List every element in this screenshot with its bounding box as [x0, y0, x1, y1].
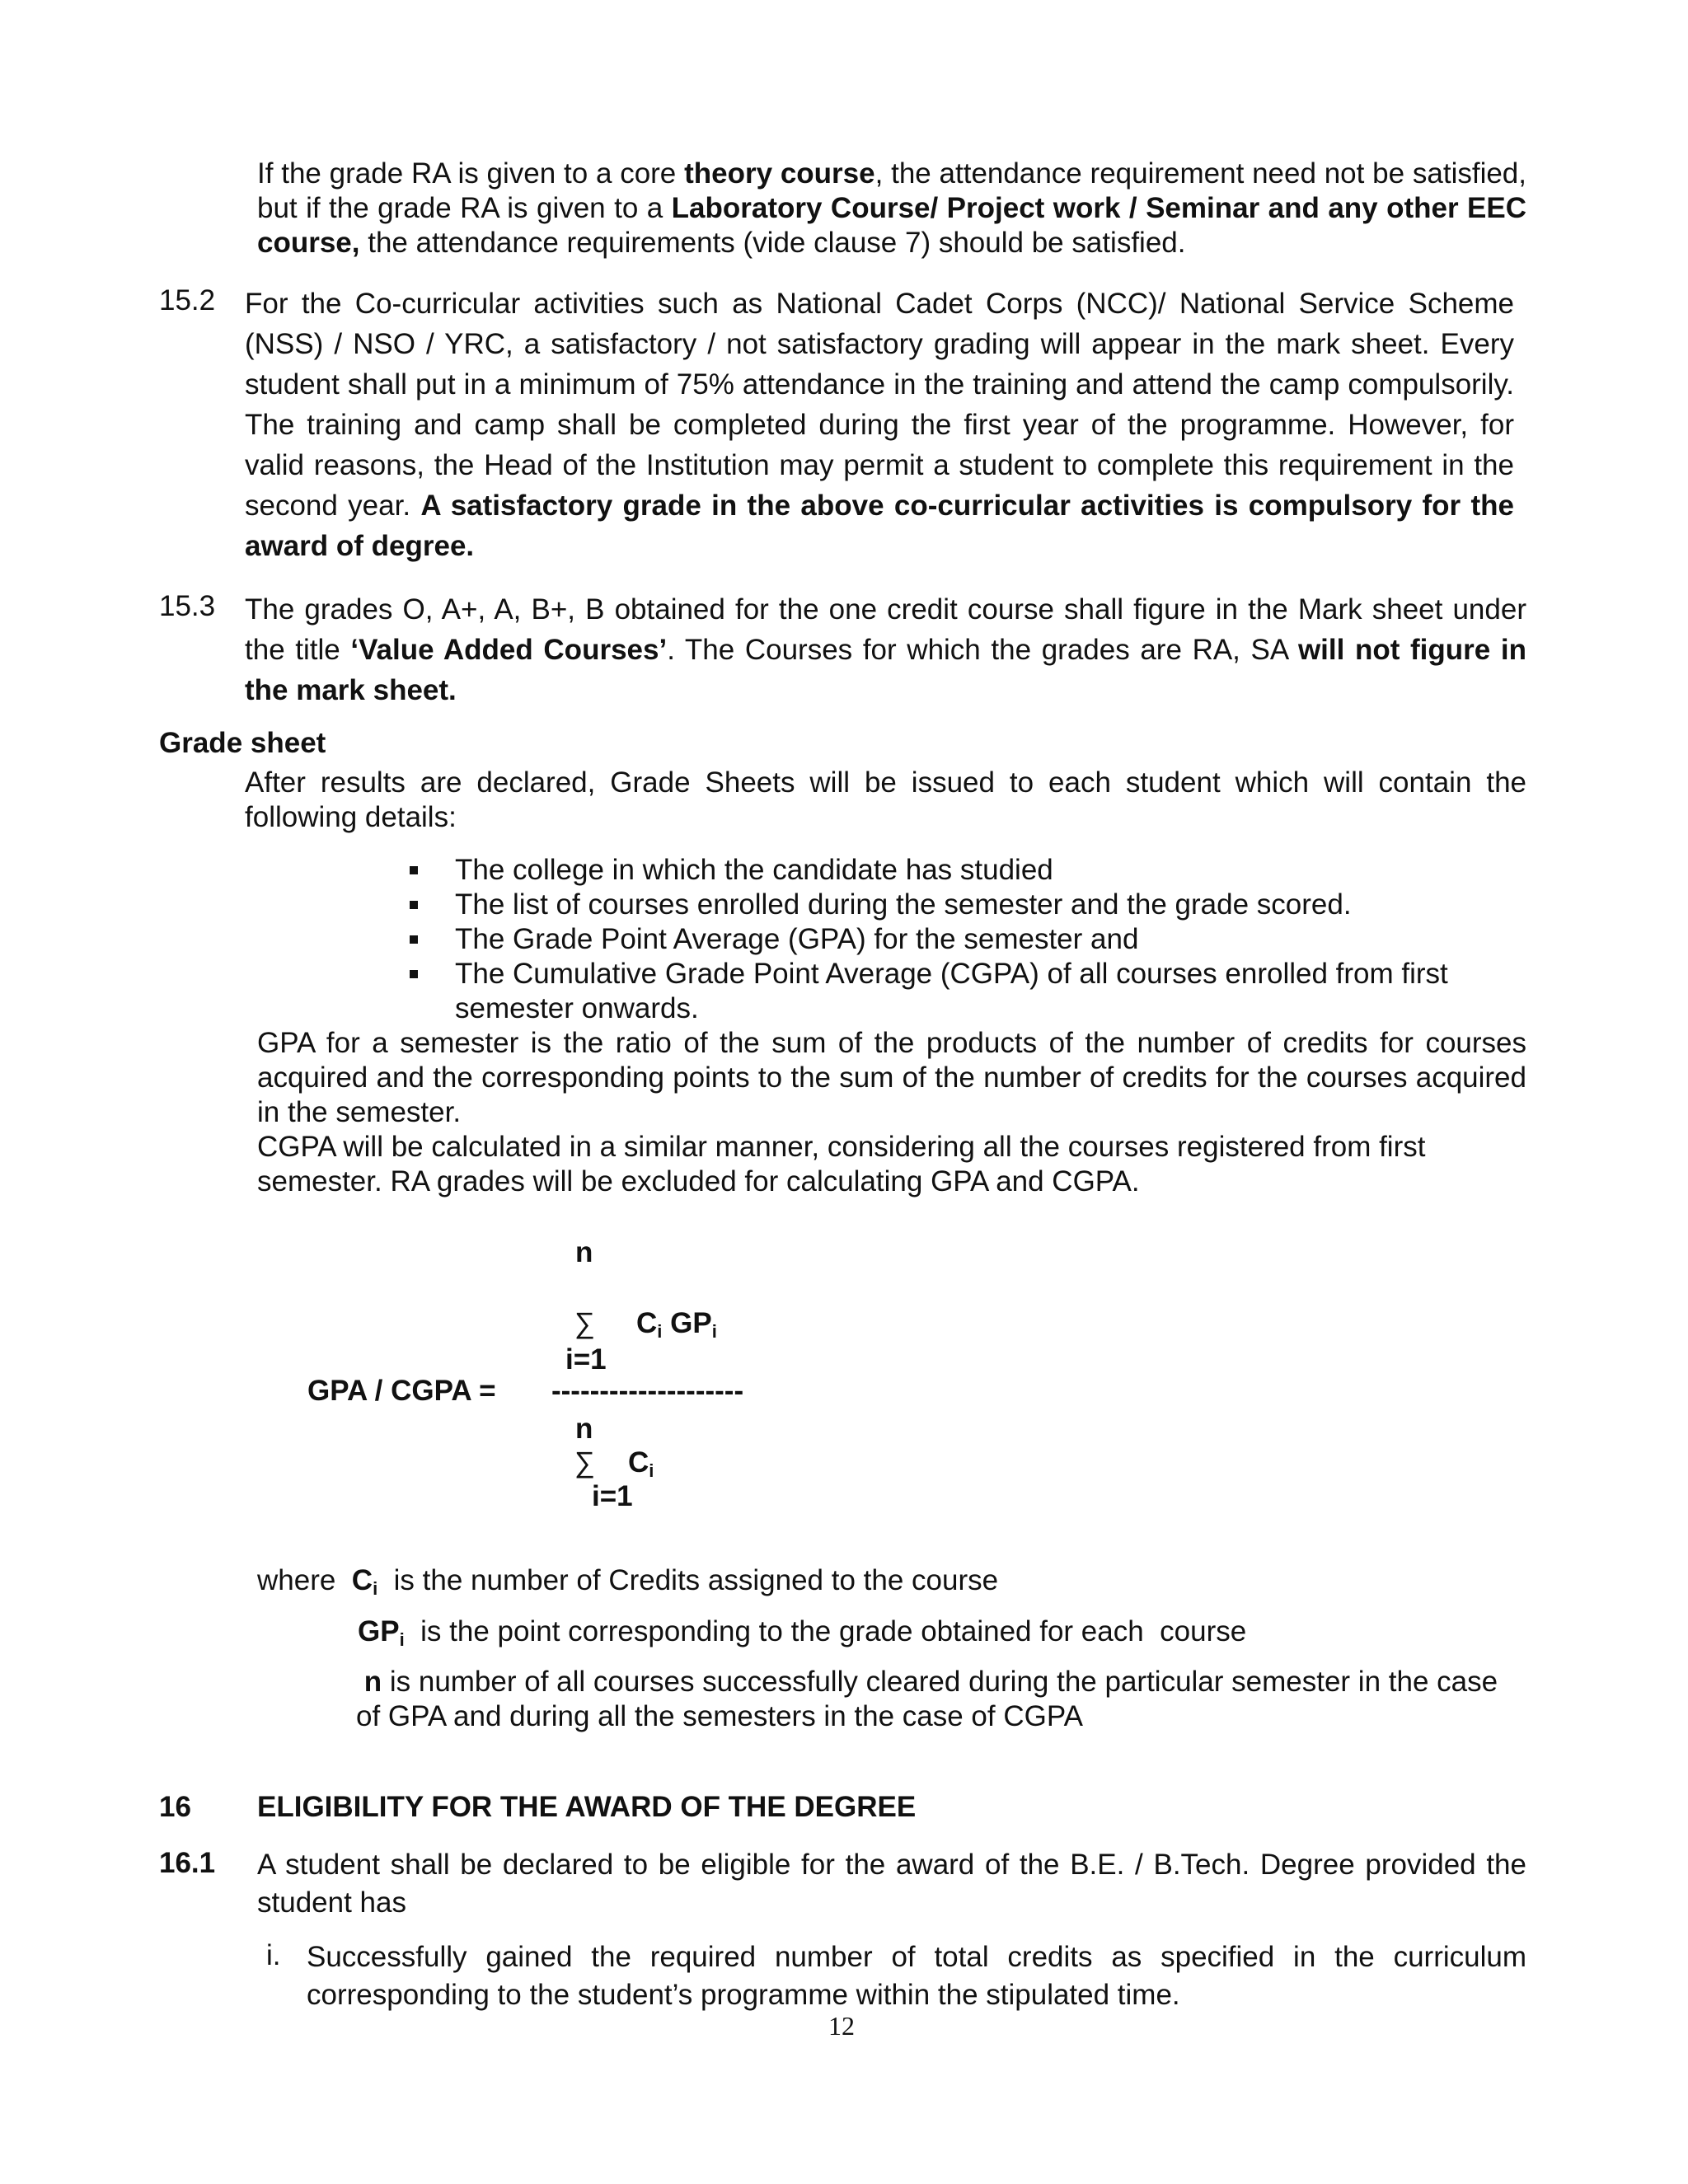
- where-n-definition: [356, 1665, 1510, 1734]
- eligibility-item-i: Successfully gained the required number of total credits as specified in the curriculum corresponding to the student’s programme within the stipulated time.: [307, 1941, 1526, 2011]
- credit-symbol: C: [628, 1446, 649, 1479]
- where-label: where: [257, 1564, 352, 1596]
- grade-point-symbol: GP: [662, 1307, 712, 1339]
- cgpa-definition: CGPA will be calculated in a similar manner, considering all the courses registered from first semester. RA grades will be excluded for calculating GPA and CGPA.: [257, 1131, 1426, 1197]
- definition-text: is number of all courses successfully cleared during the particular semester in the case of GPA and during all the semesters in the case of CGPA: [356, 1666, 1498, 1732]
- fraction-divider: --------------------: [551, 1375, 744, 1407]
- subscript: i: [399, 1629, 405, 1650]
- formula-label: GPA / CGPA =: [307, 1375, 496, 1407]
- emphasis-text: will not figure in the mark sheet.: [245, 634, 1526, 706]
- emphasis-text: A satisfactory grade in the above co-curricular activities is compulsory for the award of degree.: [245, 490, 1514, 562]
- paragraph-text: . The Courses for which the grades are RA, SA: [667, 634, 1298, 666]
- definition-text: is the number of Credits assigned to the course: [377, 1564, 999, 1596]
- list-item: The Cumulative Grade Point Average (CGPA) of all courses enrolled from first semester onwards.: [410, 957, 1514, 1026]
- paragraph-text: the attendance requirements (vide clause 7) should be satisfied.: [359, 227, 1186, 259]
- sigma-symbol: ∑: [574, 1446, 595, 1479]
- subscript: i: [657, 1321, 663, 1342]
- subscript: i: [649, 1460, 654, 1481]
- list-item: The list of courses enrolled during the semester and the grade scored.: [410, 888, 1514, 922]
- grade-sheet-intro: After results are declared, Grade Sheets will be issued to each student which will contain the following details:: [245, 766, 1526, 833]
- clause-number-15-2: 15.2: [159, 284, 216, 316]
- paragraph-text: If the grade RA is given to a core: [257, 157, 685, 190]
- grade-sheet-heading: Grade sheet: [159, 727, 326, 759]
- emphasis-text: theory course: [684, 157, 875, 190]
- sigma-symbol: ∑: [574, 1307, 595, 1339]
- gpa-definition: GPA for a semester is the ratio of the sum of the products of the number of credits for courses acquired and the corresponding points to the sum of the number of credits for the courses acquired in the semester.: [257, 1027, 1526, 1128]
- paragraph-text: For the Co-curricular activities such as National Cadet Corps (NCC)/ National Service Scheme (NSS) / NSO / YRC, a satisfactory / not satisfactory grading will appear in the mark sheet. Every student shall put in a minimum of 75% attendance in the training and attend the camp compulsorily. The training and camp shall be completed during the first year of the programme. However, for valid reasons, the Head of the Institution may permit a student to complete this requirement in the second year.: [245, 288, 1514, 522]
- definition-text: is the point corresponding to the grade obtained for each course: [404, 1615, 1247, 1647]
- count-symbol: n: [363, 1666, 382, 1698]
- paragraph-text: The grades O, A+, A, B+, B obtained for the one credit course shall figure in the Mark sheet under the title: [245, 593, 1526, 666]
- subscript: i: [373, 1578, 378, 1599]
- clause-15-3-text: [245, 589, 1526, 710]
- list-item: The Grade Point Average (GPA) for the semester and: [410, 922, 1514, 957]
- denominator-term: [628, 1446, 654, 1482]
- clause-number-15-3: 15.3: [159, 590, 216, 622]
- emphasis-text: Laboratory Course/ Project work / Seminar and any other EEC course,: [257, 192, 1526, 259]
- clause-number-16-1: 16.1: [159, 1847, 216, 1879]
- clause-15-2-text: [245, 284, 1514, 566]
- where-credit-definition: [257, 1563, 1526, 1606]
- grade-point-symbol: GP: [358, 1615, 400, 1647]
- list-item: The college in which the candidate has studied: [410, 853, 1514, 888]
- subscript: i: [711, 1321, 717, 1342]
- formula-upper-limit: n: [575, 1236, 593, 1268]
- formula-lower-limit: i=1: [592, 1480, 633, 1512]
- formula-lower-limit: i=1: [565, 1343, 607, 1376]
- grade-sheet-details-list: [410, 853, 1514, 1026]
- emphasis-text: ‘Value Added Courses’: [350, 634, 668, 666]
- clause-16-1-text: A student shall be declared to be eligible for the award of the B.E. / B.Tech. Degree provided the student has: [257, 1849, 1526, 1919]
- list-marker: i.: [266, 1939, 281, 1971]
- where-grade-point-definition: [358, 1615, 1512, 1657]
- paragraph-text: , the attendance requirement need not be satisfied, but if the grade RA is given to a: [257, 157, 1526, 224]
- paragraph-ra-grade: [257, 157, 1526, 260]
- page-number: 12: [828, 2011, 855, 2041]
- formula-upper-limit: n: [575, 1413, 593, 1445]
- section-number-16: 16: [159, 1791, 191, 1823]
- credit-symbol: C: [636, 1307, 658, 1339]
- numerator-term: [636, 1307, 717, 1343]
- section-title-16: ELIGIBILITY FOR THE AWARD OF THE DEGREE: [257, 1791, 917, 1823]
- credit-symbol: C: [351, 1564, 373, 1596]
